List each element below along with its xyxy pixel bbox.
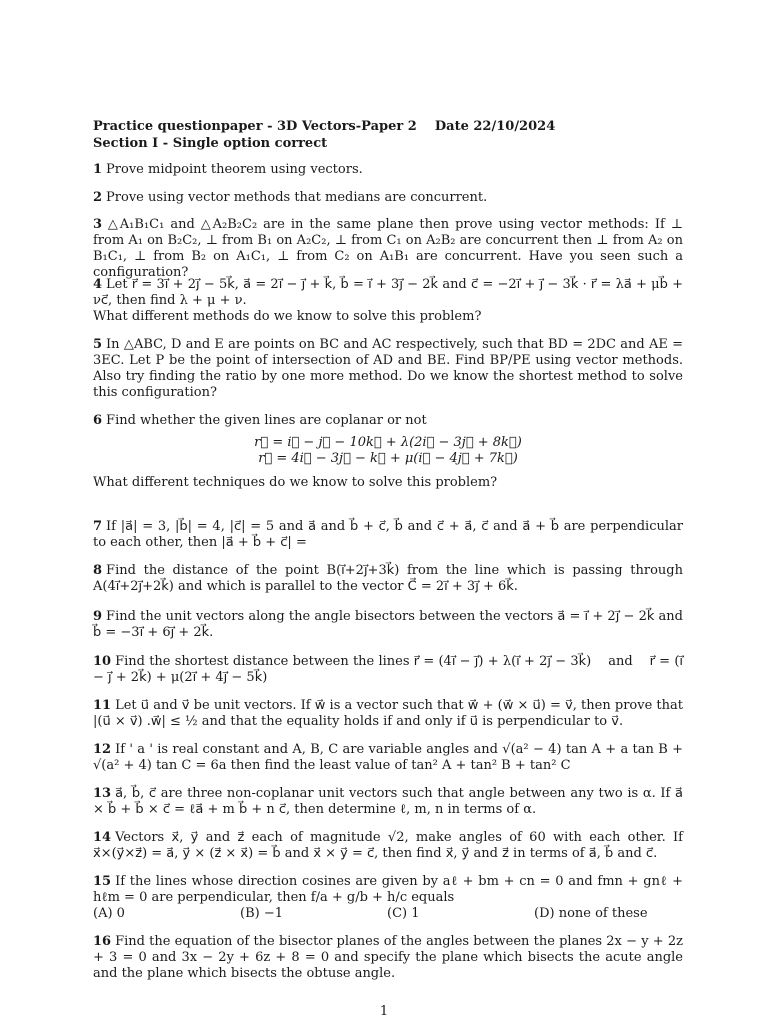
- question-number: 1: [93, 162, 103, 177]
- question-text: Prove midpoint theorem using vectors.: [106, 162, 363, 177]
- question-followup: What different techniques do we know to solve this problem?: [93, 475, 498, 490]
- option-b: (B) −1: [240, 906, 283, 921]
- question-1: [93, 162, 683, 178]
- paper-title: Practice questionpaper - 3D Vectors-Paper 2 Date 22/10/2024: [93, 119, 556, 134]
- question-text: Find the shortest distance between the lines r⃗ = (4i⃗ − j⃗) + λ(i⃗ + 2j⃗ − 3k⃗) and r⃗ = (i⃗ − j⃗ + 2k⃗) + μ(2i⃗ + 4j⃗ − 5k⃗): [93, 654, 688, 685]
- question-text: Find the unit vectors along the angle bisectors between the vectors a⃗ = i⃗ + 2j⃗ − 2k⃗ and b⃗ = −3i⃗ + 6j⃗ + 2k⃗.: [93, 609, 683, 640]
- question-4: [93, 277, 683, 325]
- question-number: 14: [93, 830, 112, 845]
- answer-options: [93, 906, 683, 922]
- question-text: △A₁B₁C₁ and △A₂B₂C₂ are in the same plane then prove using vector methods: If ⊥ from A₁ on B₂C₂, ⊥ from B₁ on A₂C₂, ⊥ from C₁ on A₂B₂ are concurrent then ⊥ from A₂ on B₁C₁, ⊥ from B₂ on A₁C₁, ⊥ from C₂ on A₁B₁ are concurrent. Have you seen such a configuration?: [93, 217, 683, 280]
- question-number: 13: [93, 786, 112, 801]
- option-c: (C) 1: [387, 906, 420, 921]
- question-number: 16: [93, 934, 112, 949]
- question-13: [93, 786, 683, 818]
- question-number: 15: [93, 874, 112, 889]
- question-text: Find the distance of the point B(i⃗+2j⃗+3k⃗) from the line which is passing through A(4i⃗+2j⃗+2k⃗) and which is parallel to the vector C⃗ = 2i⃗ + 3j⃗ + 6k⃗.: [93, 563, 683, 594]
- option-a: (A) 0: [93, 906, 125, 921]
- question-16: [93, 934, 683, 982]
- question-number: 8: [93, 563, 103, 578]
- question-9: [93, 609, 683, 641]
- question-2: [93, 190, 683, 206]
- document-header: [93, 118, 683, 152]
- question-text: If ' a ' is real constant and A, B, C are variable angles and √(a² − 4) tan A + a tan B + √(a² + 4) tan C = 6a then find the least value of tan² A + tan² B + tan² C: [93, 742, 683, 773]
- option-d: (D) none of these: [534, 906, 648, 921]
- question-followup: What different methods do we know to solve this problem?: [93, 309, 482, 324]
- line-equation-2: r⃗ = 4i⃗ − 3j⃗ − k⃗ + μ(i⃗ − 4j⃗ + 7k⃗): [258, 451, 518, 466]
- question-number: 10: [93, 654, 112, 669]
- question-text: Find the equation of the bisector planes of the angles between the planes 2x − y + 2z + 3 = 0 and 3x − 2y + 6z + 8 = 0 and specify the plane which bisects the acute angle and the plane which bisects the obtuse angle.: [93, 934, 683, 981]
- question-number: 11: [93, 698, 112, 713]
- question-text: Let r⃗ = 3i⃗ + 2j⃗ − 5k⃗, a⃗ = 2i⃗ − j⃗ + k⃗, b⃗ = i⃗ + 3j⃗ − 2k⃗ and c⃗ = −2i⃗ + j⃗ − 3k⃗ · r⃗ = λa⃗ + μb⃗ + νc⃗, then find λ + μ + ν.: [93, 277, 683, 308]
- question-7: [93, 519, 683, 551]
- question-text: Let u⃗ and v⃗ be unit vectors. If w⃗ is a vector such that w⃗ + (w⃗ × u⃗) = v⃗, then prove that |(u⃗ × v⃗) .w⃗| ≤ ½ and that the equality holds if and only if u⃗ is perpendicular to v⃗.: [93, 698, 683, 729]
- question-15: [93, 874, 683, 922]
- question-text: Prove using vector methods that medians are concurrent.: [106, 190, 488, 205]
- question-12: [93, 742, 683, 774]
- question-number: 5: [93, 337, 103, 352]
- question-number: 3: [93, 217, 103, 232]
- page-number: 1: [379, 1004, 389, 1019]
- question-number: 6: [93, 413, 103, 428]
- section-title: Section I - Single option correct: [93, 136, 328, 151]
- question-5: [93, 337, 683, 401]
- question-text: In △ABC, D and E are points on BC and AC respectively, such that BD = 2DC and AE = 3EC. Let P be the point of intersection of AD and BE. Find BP/PE using vector methods. Also try finding the ratio by one more method. Do we know the shortest method to solve this configuration?: [93, 337, 683, 400]
- question-text: a⃗, b⃗, c⃗ are three non-coplanar unit vectors such that angle between any two is α. If a⃗ × b⃗ + b⃗ × c⃗ = ℓa⃗ + m b⃗ + n c⃗, then determine ℓ, m, n in terms of α.: [93, 786, 683, 817]
- question-8: [93, 563, 683, 595]
- line-equation-1: r⃗ = i⃗ − j⃗ − 10k⃗ + λ(2i⃗ − 3j⃗ + 8k⃗): [254, 435, 522, 450]
- question-3: [93, 217, 683, 281]
- question-text: If |a⃗| = 3, |b⃗| = 4, |c⃗| = 5 and a⃗ and b⃗ + c⃗, b⃗ and c⃗ + a⃗, c⃗ and a⃗ + b⃗ are perpendicular to each other, then |a⃗ + b⃗ + c⃗| =: [93, 519, 683, 550]
- question-text: Vectors x⃗, y⃗ and z⃗ each of magnitude √2, make angles of 60 with each other. If x⃗×(y⃗×z⃗) = a⃗, y⃗ × (z⃗ × x⃗) = b⃗ and x⃗ × y⃗ = c⃗, then find x⃗, y⃗ and z⃗ in terms of a⃗, b⃗ and c⃗.: [93, 830, 683, 861]
- question-10: [93, 654, 688, 686]
- question-text: Find whether the given lines are coplanar or not: [106, 413, 427, 428]
- question-14: [93, 830, 683, 862]
- question-6: [93, 413, 683, 491]
- question-number: 4: [93, 277, 103, 292]
- question-number: 7: [93, 519, 103, 534]
- question-number: 12: [93, 742, 112, 757]
- question-11: [93, 698, 683, 730]
- question-number: 2: [93, 190, 103, 205]
- question-number: 9: [93, 609, 103, 624]
- question-text: If the lines whose direction cosines are given by aℓ + bm + cn = 0 and fmn + gnℓ + hℓm = 0 are perpendicular, then f/a + g/b + h/c equals: [93, 874, 683, 905]
